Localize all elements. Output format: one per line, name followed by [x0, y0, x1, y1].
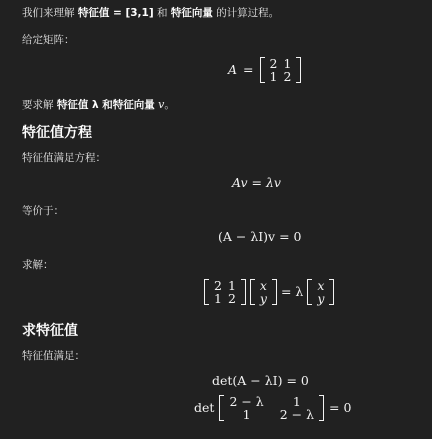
matrix-cell: 2 − λ [229, 394, 264, 409]
goal-vector-symbol: v [158, 98, 165, 111]
goal-prefix: 要求解 [22, 99, 54, 111]
vector-cell: y [317, 291, 325, 307]
determinant-expanded [194, 395, 351, 421]
vector-cell: x [259, 278, 267, 293]
section-heading-eigen-equation: 特征值方程 [22, 125, 92, 141]
intro-line [22, 6, 279, 21]
equals-sign: = [243, 62, 254, 78]
determinant-equation: det(A − λI) = 0 [212, 373, 309, 388]
intro-eigenvector-bold: 特征向量 [170, 7, 213, 19]
section-heading-find-eigenvalues: 求特征值 [22, 323, 78, 339]
intro-suffix: 的计算过程。 [216, 7, 280, 19]
section2-text: 特征值满足： [22, 350, 85, 362]
intro-and: 和 [157, 7, 168, 19]
det-matrix [219, 395, 324, 421]
given-matrix-label: 给定矩阵： [22, 34, 75, 46]
linear-system [204, 279, 334, 305]
equals-lambda: = λ [280, 284, 304, 300]
matrix-cell: 2 [214, 278, 222, 293]
matrix-cell: 1 [283, 56, 292, 71]
det-equals-zero: = 0 [329, 400, 352, 416]
intro-eigenvalues-bold: 特征值 = [3,1] [77, 7, 154, 19]
matrix-a [260, 57, 302, 83]
eigen-equation: Av = λv [232, 175, 281, 190]
homogeneous-equation: (A − λI)v = 0 [218, 229, 302, 244]
matrix-cell: 1 [214, 291, 222, 307]
matrix-cell: 1 [227, 278, 236, 293]
intro-prefix: 我们来理解 [22, 7, 75, 19]
matrix-cell: 1 [269, 69, 278, 85]
section1-text: 特征值满足方程： [22, 152, 106, 164]
matrix-cell: 2 [283, 69, 292, 85]
vector-cell: y [259, 291, 267, 307]
goal-suffix: 。 [164, 99, 175, 111]
matrix-cell: 1 [242, 407, 251, 423]
goal-bold: 特征值 λ 和特征向量 [56, 99, 155, 111]
system-matrix [204, 279, 246, 305]
matrix-cell: 1 [292, 394, 301, 409]
vector-cell: x [317, 278, 325, 293]
solve-label: 求解： [22, 259, 54, 271]
matrix-definition [228, 57, 301, 83]
matrix-cell: 2 [269, 56, 278, 71]
vector-xy [250, 279, 277, 305]
equivalent-label: 等价于： [22, 205, 64, 217]
matrix-cell: 2 [227, 291, 236, 307]
det-operator: det [194, 400, 215, 416]
matrix-symbol: A [228, 62, 238, 78]
matrix-cell: 2 − λ [279, 407, 315, 423]
vector-xy-rhs [307, 279, 334, 305]
goal-line [22, 97, 175, 113]
